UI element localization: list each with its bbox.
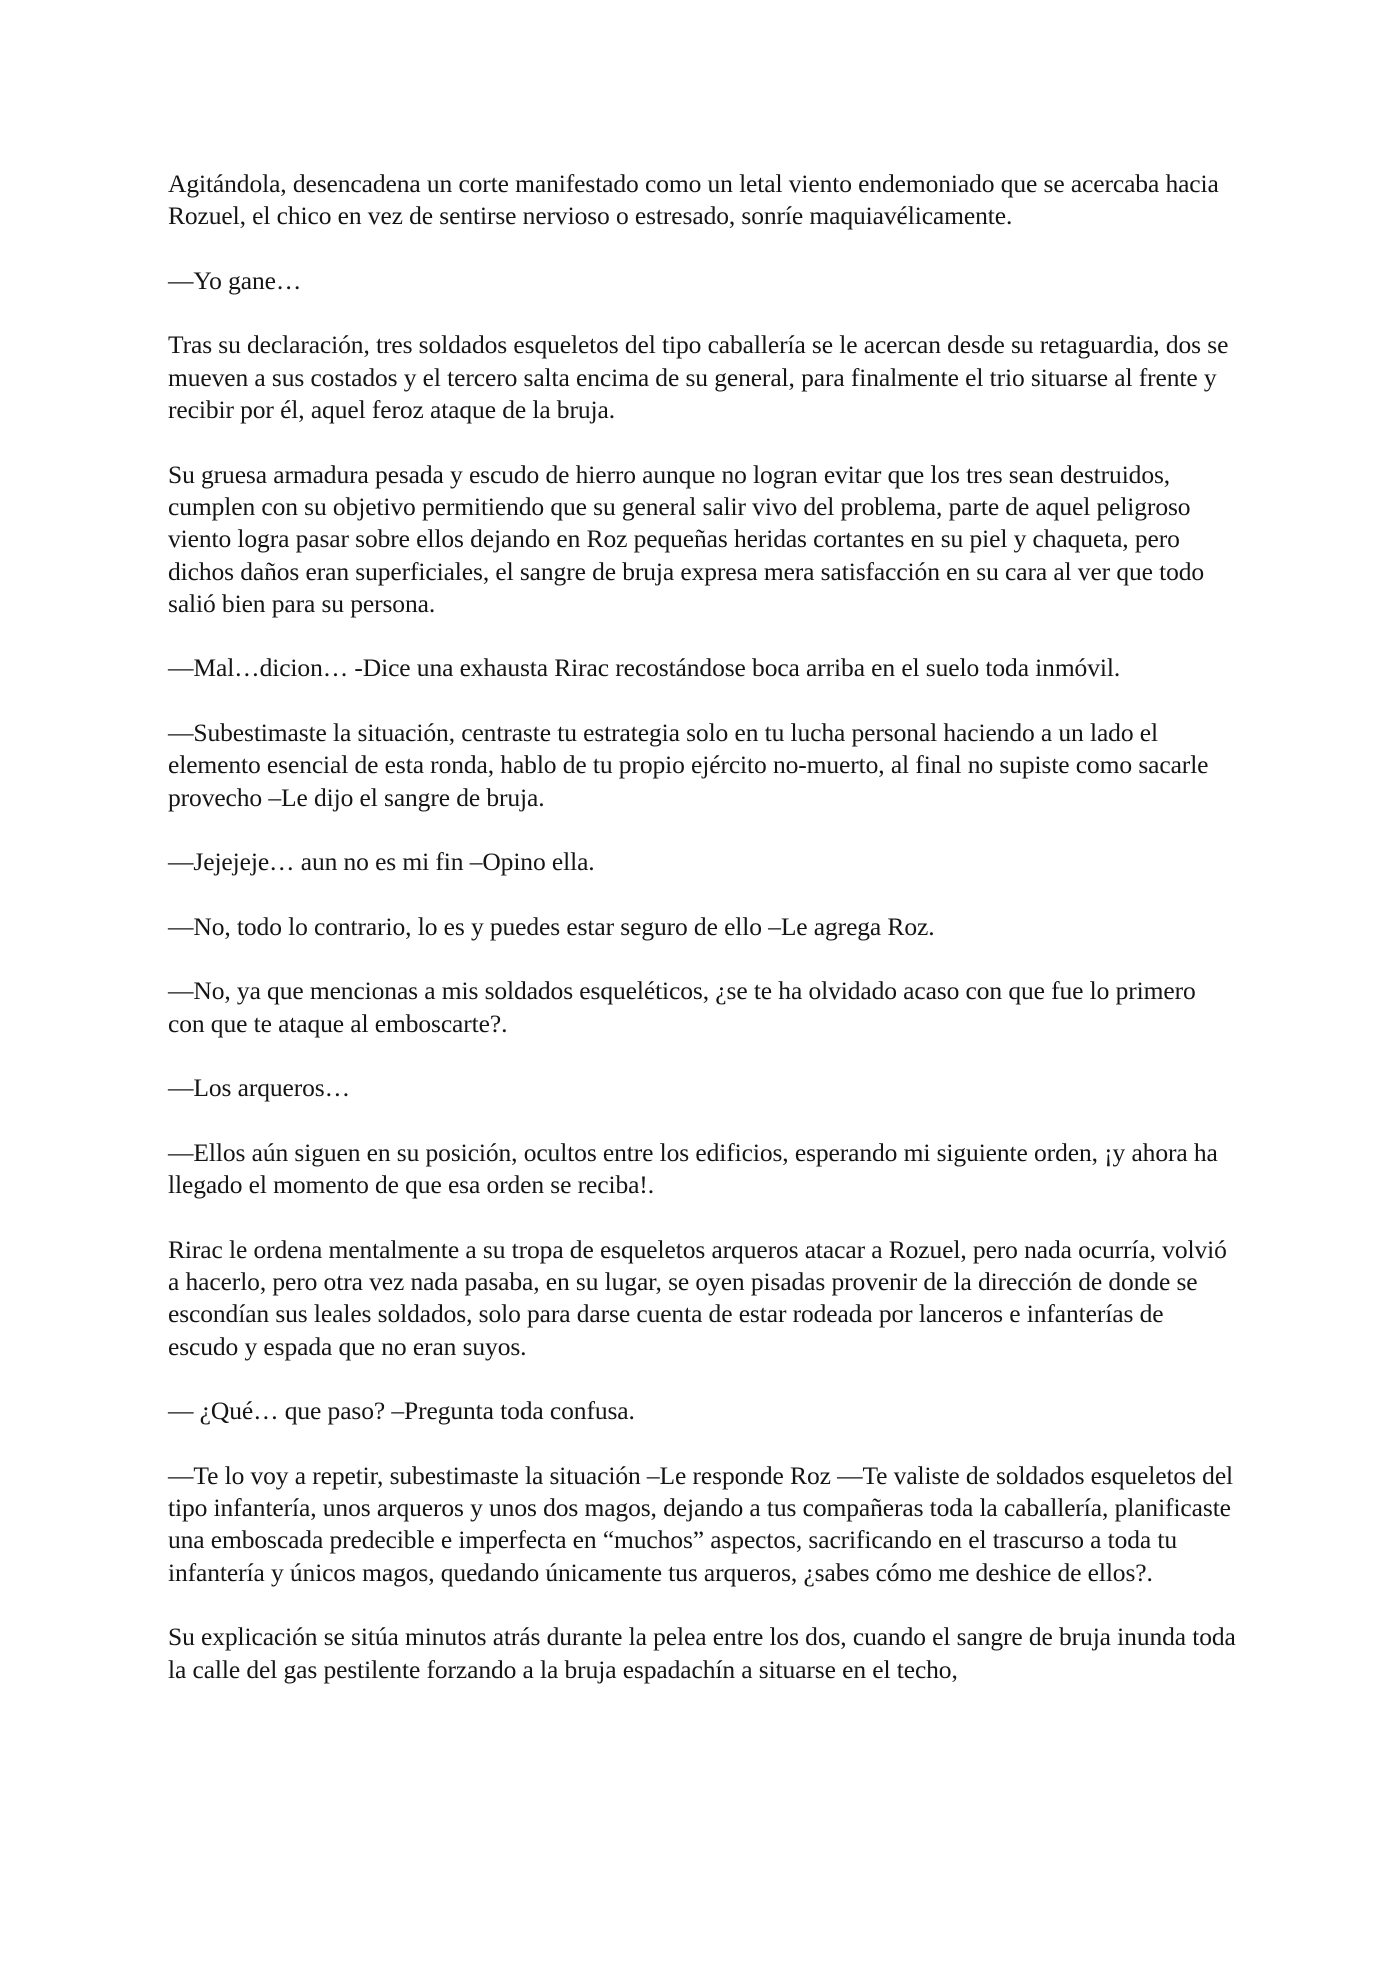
paragraph-3: Tras su declaración, tres soldados esqueletos del tipo caballería se le acercan desde su retaguardia, dos se mueven a sus costados y el tercero salta encima de su general, para finalmente el trio situarse al frente y recibir por él, aquel feroz ataque de la bruja.: [168, 330, 1229, 425]
paragraph-12: Rirac le ordena mentalmente a su tropa de esqueletos arqueros atacar a Rozuel, pero nada ocurría, volvió a hacerlo, pero otra vez nada pasaba, en su lugar, se oyen pisadas provenir de la dirección de donde se escondían sus leales soldados, solo para darse cuenta de estar rodeada por lanceros e infanterías de escudo y espada que no eran suyos.: [168, 1234, 1227, 1361]
paragraph-13: — ¿Qué… que paso? –Pregunta toda confusa.: [168, 1396, 635, 1426]
paragraph-5: —Mal…dicion… -Dice una exhausta Rirac recostándose boca arriba en el suelo toda inmóvil.: [168, 653, 1121, 683]
paragraph-9: —No, ya que mencionas a mis soldados esqueléticos, ¿se te ha olvidado acaso con que fue lo primero con que te ataque al emboscarte?.: [168, 976, 1196, 1038]
paragraph-2: —Yo gane…: [168, 265, 302, 295]
paragraph-11: —Ellos aún siguen en su posición, ocultos entre los edificios, esperando mi siguiente orden, ¡y ahora ha llegado el momento de que esa orden se reciba!.: [168, 1137, 1218, 1200]
document-page: [168, 168, 1236, 1718]
paragraph-1: Agitándola, desencadena un corte manifestado como un letal viento endemoniado que se acercaba hacia Rozuel, el chico en vez de sentirse nervioso o estresado, sonríe maquiavélicamente.: [168, 169, 1219, 231]
paragraph-8: —No, todo lo contrario, lo es y puedes estar seguro de ello –Le agrega Roz.: [168, 911, 935, 941]
paragraph-14: —Te lo voy a repetir, subestimaste la situación –Le responde Roz —Te valiste de soldados esqueletos del tipo infantería, unos arqueros y unos dos magos, dejando a tus compañeras toda la caballería, planificaste una emboscada predecible e imperfecta en “muchos” aspectos, sacrificando en el trascurso a toda tu infantería y únicos magos, quedando únicamente tus arqueros, ¿sabes cómo me deshice de ellos?.: [168, 1460, 1234, 1587]
paragraph-4: Su gruesa armadura pesada y escudo de hierro aunque no logran evitar que los tres sean destruidos, cumplen con su objetivo permitiendo que su general salir vivo del problema, parte de aquel peligroso viento logra pasar sobre ellos dejando en Roz pequeñas heridas cortantes en su piel y chaqueta, pero dichos daños eran superficiales, el sangre de bruja expresa mera satisfacción en su cara al ver que todo salió bien para su persona.: [168, 459, 1205, 618]
paragraph-7: —Jejejeje… aun no es mi fin –Opino ella.: [168, 847, 595, 877]
paragraph-6: —Subestimaste la situación, centraste tu estrategia solo en tu lucha personal haciendo a un lado el elemento esencial de esta ronda, hablo de tu propio ejército no-muerto, al final no supiste como sacarle provecho –Le dijo el sangre de bruja.: [168, 718, 1209, 812]
paragraph-10: —Los arqueros…: [168, 1073, 351, 1103]
paragraph-15: Su explicación se sitúa minutos atrás durante la pelea entre los dos, cuando el sangre de bruja inunda toda la calle del gas pestilente forzando a la bruja espadachín a situarse en el techo,: [168, 1622, 1236, 1684]
